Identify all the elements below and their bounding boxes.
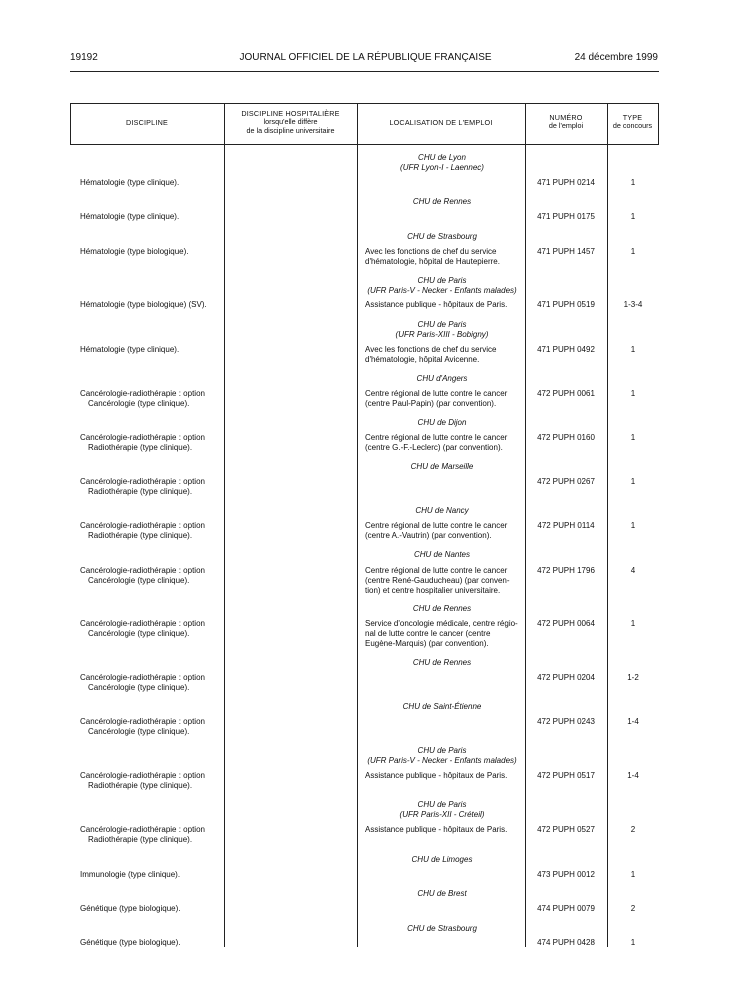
discipline-line: Cancérologie-radiothérapie : option [80,566,205,575]
discipline-option: Radiothérapie (type clinique). [88,781,193,790]
table-right-edge [658,103,659,144]
discipline-cell: Génétique (type biologique). [80,904,181,913]
competition-type: 1 [630,433,636,442]
discipline-cell [80,771,230,791]
post-number: 472 PUPH 0517 [537,771,595,780]
discipline-option: Cancérologie (type clinique). [88,399,190,408]
competition-type: 4 [630,566,636,575]
discipline-cell [80,825,230,845]
chu-name: CHU de Strasbourg [407,924,477,933]
post-number: 471 PUPH 0519 [537,300,595,309]
localisation-line: (centre René-Gauducheau) (par conven- [365,576,510,585]
competition-type: 1-2 [627,673,639,682]
discipline-cell: Hématologie (type clinique). [80,212,180,221]
chu-name: CHU d'Angers [416,374,468,383]
localisation-line: (centre Paul-Papin) (par convention). [365,399,497,408]
discipline-line: Cancérologie-radiothérapie : option [80,433,205,442]
post-number: 471 PUPH 0214 [537,178,595,187]
table-header-rule [70,144,659,145]
discipline-option: Radiothérapie (type clinique). [88,487,193,496]
chu-heading [360,374,524,384]
competition-type: 1 [630,521,636,530]
discipline-cell [80,389,230,409]
localisation-line: Assistance publique - hôpitaux de Paris. [365,300,508,309]
chu-name: CHU de Nancy [415,506,469,515]
discipline-line: Cancérologie-radiothérapie : option [80,521,205,530]
discipline-cell: Hématologie (type biologique). [80,247,189,256]
chu-heading [360,506,524,516]
localisation-cell [365,433,519,453]
competition-type: 1 [630,212,636,221]
chu-name: CHU de Dijon [417,418,467,427]
page-number: 19192 [70,52,98,63]
post-number: 474 PUPH 0079 [537,904,595,913]
discipline-cell [80,673,230,693]
discipline-cell: Hématologie (type clinique). [80,345,180,354]
localisation-line: Eugène-Marquis) (par convention). [365,639,489,648]
column-header-hospital-discipline [224,110,357,135]
table-top-rule [70,103,659,104]
discipline-line: Cancérologie-radiothérapie : option [80,389,205,398]
localisation-line: Centre régional de lutte contre le cancer [365,566,508,575]
competition-type: 2 [630,904,636,913]
competition-type: 1 [630,870,636,879]
localisation-cell [365,521,519,541]
localisation-line: Assistance publique - hôpitaux de Paris. [365,771,508,780]
localisation-cell [365,566,519,596]
chu-heading [360,232,524,242]
post-number: 471 PUPH 0175 [537,212,595,221]
chu-name: CHU de Brest [417,889,467,898]
column-header-localisation: LOCALISATION DE L'EMPLOI [389,118,493,127]
post-number: 472 PUPH 0527 [537,825,595,834]
chu-heading [360,197,524,207]
competition-type: 1 [630,178,636,187]
post-number: 472 PUPH 0267 [537,477,595,486]
column-header-line: lorsqu'elle diffère [263,117,318,127]
competition-type: 1 [630,345,636,354]
column-divider [357,103,358,947]
chu-heading [360,153,524,173]
issue-date: 24 décembre 1999 [574,52,658,63]
journal-title: JOURNAL OFFICIEL DE LA RÉPUBLIQUE FRANÇAISE [239,52,492,63]
column-header-line: de la discipline universitaire [246,125,335,135]
chu-ufr: (UFR Paris-V - Necker - Enfants malades) [367,286,517,295]
chu-name: CHU de Paris [417,800,467,809]
competition-type: 1-3-4 [623,300,643,309]
post-number: 472 PUPH 0243 [537,717,595,726]
competition-type: 2 [630,825,636,834]
chu-name: CHU de Rennes [412,197,472,206]
localisation-cell [365,345,519,365]
discipline-cell [80,566,230,586]
localisation-line: nal de lutte contre le cancer (centre [365,629,491,638]
chu-heading [360,924,524,934]
discipline-cell [80,433,230,453]
chu-name: CHU de Marseille [410,462,474,471]
column-header-line: TYPE [622,113,643,122]
discipline-cell [80,717,230,737]
competition-type: 1 [630,247,636,256]
chu-heading [360,889,524,899]
discipline-option: Cancérologie (type clinique). [88,629,190,638]
discipline-option: Cancérologie (type clinique). [88,576,190,585]
discipline-option: Radiothérapie (type clinique). [88,531,193,540]
discipline-line: Cancérologie-radiothérapie : option [80,673,205,682]
localisation-line: Centre régional de lutte contre le cancer [365,389,508,398]
localisation-line: (centre G.-F.-Leclerc) (par convention). [365,443,503,452]
chu-name: CHU de Saint-Étienne [402,702,482,711]
header-rule [70,71,659,72]
column-header-type [607,114,658,131]
discipline-cell [80,477,230,497]
competition-type: 1 [630,619,636,628]
chu-heading [360,658,524,668]
discipline-line: Cancérologie-radiothérapie : option [80,825,205,834]
localisation-cell [365,619,519,649]
localisation-line: d'hématologie, hôpital Avicenne. [365,355,480,364]
discipline-cell: Hématologie (type clinique). [80,178,180,187]
column-header-line: de l'emploi [548,121,584,131]
column-divider [525,103,526,947]
localisation-line: d'hématologie, hôpital de Hautepierre. [365,257,500,266]
localisation-line: Assistance publique - hôpitaux de Paris. [365,825,508,834]
discipline-line: Cancérologie-radiothérapie : option [80,771,205,780]
post-number: 473 PUPH 0012 [537,870,595,879]
chu-heading [360,746,524,766]
chu-ufr: (UFR Lyon-I - Laennec) [400,163,484,172]
chu-heading [360,276,524,296]
chu-name: CHU de Lyon [418,153,466,162]
post-number: 472 PUPH 0064 [537,619,595,628]
localisation-line: Avec les fonctions de chef du service [365,345,497,354]
discipline-cell: Hématologie (type biologique) (SV). [80,300,207,309]
discipline-option: Radiothérapie (type clinique). [88,443,193,452]
chu-heading [360,702,524,712]
localisation-line: Centre régional de lutte contre le cancer [365,433,508,442]
localisation-line: (centre A.-Vautrin) (par convention). [365,531,492,540]
chu-ufr: (UFR Paris-XII - Créteil) [399,810,485,819]
localisation-line: Service d'oncologie médicale, centre régio- [365,619,518,628]
chu-name: CHU de Paris [417,276,467,285]
discipline-option: Cancérologie (type clinique). [88,727,190,736]
post-number: 472 PUPH 0160 [537,433,595,442]
localisation-cell [365,300,519,310]
chu-heading [360,604,524,614]
column-header-line: DISCIPLINE HOSPITALIÈRE [241,109,340,118]
column-header-discipline: DISCIPLINE [126,118,168,127]
discipline-line: Cancérologie-radiothérapie : option [80,477,205,486]
localisation-cell [365,771,519,781]
discipline-cell: Immunologie (type clinique). [80,870,181,879]
discipline-cell [80,619,230,639]
localisation-cell [365,247,519,267]
chu-name: CHU de Strasbourg [407,232,477,241]
chu-heading [360,320,524,340]
discipline-line: Cancérologie-radiothérapie : option [80,717,205,726]
competition-type: 1 [630,477,636,486]
chu-name: CHU de Nantes [413,550,471,559]
chu-name: CHU de Rennes [412,604,472,613]
chu-ufr: (UFR Paris-XIII - Bobigny) [395,330,489,339]
chu-name: CHU de Paris [417,320,467,329]
localisation-line: tion) et centre hospitalier universitaire. [365,586,501,595]
post-number: 472 PUPH 0204 [537,673,595,682]
localisation-cell [365,389,519,409]
chu-heading [360,800,524,820]
discipline-option: Cancérologie (type clinique). [88,683,190,692]
chu-heading [360,550,524,560]
discipline-line: Cancérologie-radiothérapie : option [80,619,205,628]
column-header-line: NUMÉRO [549,113,583,122]
discipline-cell: Génétique (type biologique). [80,938,181,947]
post-number: 472 PUPH 1796 [537,566,595,575]
localisation-cell [365,825,519,835]
column-divider [607,103,608,947]
competition-type: 1 [630,389,636,398]
post-number: 474 PUPH 0428 [537,938,595,947]
chu-name: CHU de Limoges [411,855,473,864]
column-header-line: de concours [612,121,653,131]
post-number: 471 PUPH 1457 [537,247,595,256]
post-number: 471 PUPH 0492 [537,345,595,354]
localisation-line: Avec les fonctions de chef du service [365,247,497,256]
post-number: 472 PUPH 0114 [537,521,595,530]
post-number: 472 PUPH 0061 [537,389,595,398]
chu-name: CHU de Rennes [412,658,472,667]
chu-heading [360,855,524,865]
competition-type: 1-4 [627,771,639,780]
localisation-line: Centre régional de lutte contre le cancer [365,521,508,530]
column-header-numero [525,114,607,131]
chu-heading [360,462,524,472]
discipline-cell [80,521,230,541]
competition-type: 1-4 [627,717,639,726]
chu-ufr: (UFR Paris-V - Necker - Enfants malades) [367,756,517,765]
chu-heading [360,418,524,428]
discipline-option: Radiothérapie (type clinique). [88,835,193,844]
chu-name: CHU de Paris [417,746,467,755]
competition-type: 1 [630,938,636,947]
